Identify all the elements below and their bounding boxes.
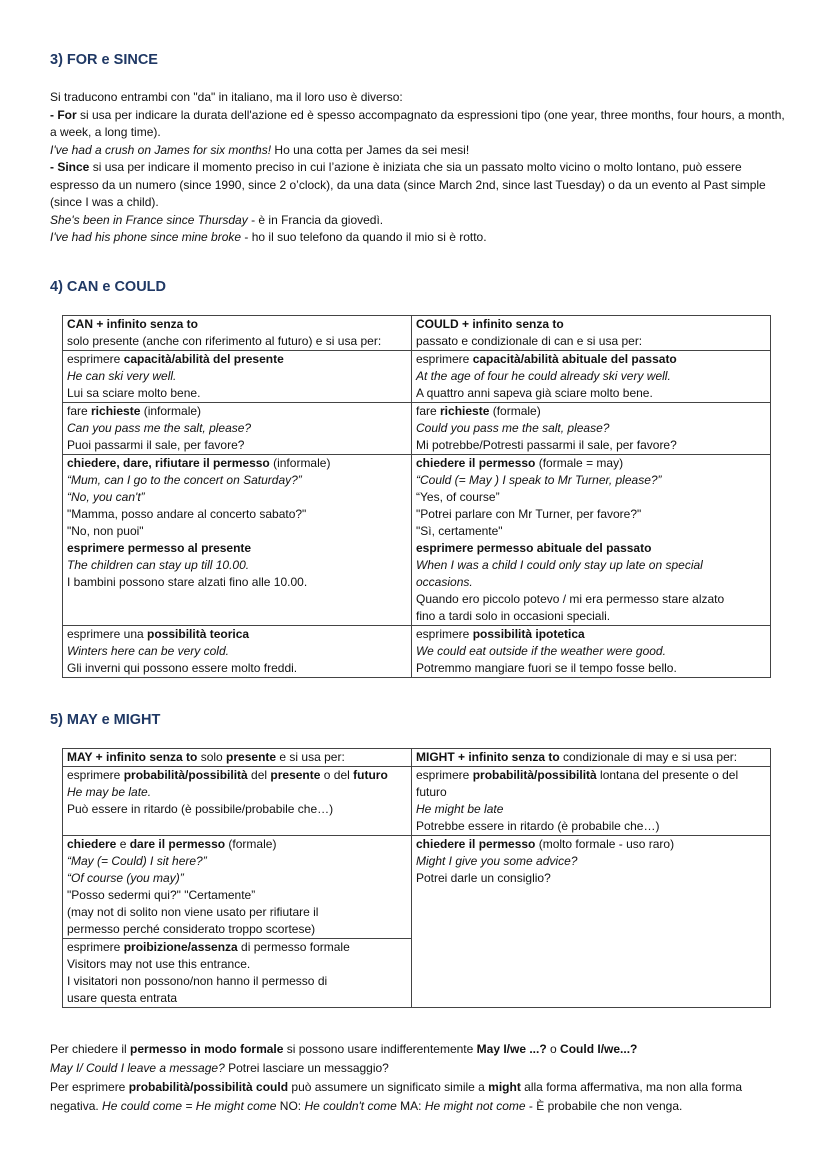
footer-notes bbox=[50, 1040, 785, 1116]
for-example: I've had a crush on James for six months! Ho una cotta per James da sei mesi! bbox=[50, 142, 470, 157]
formal-permission-line: Per chiedere il permesso in modo formale si possono usare indifferentemente May I/we ...? o Could I/we...? bbox=[50, 1042, 638, 1056]
table-row bbox=[63, 351, 771, 403]
table-row bbox=[63, 316, 771, 351]
may-permission-cell: chiedere e dare il permesso (formale) “May (= Could) I sit here?” “Of course (you may)” "Posso sedermi qui?" "Certamente” (may not di solito non viene usato per rifiutare il permesso perché considerato troppo scortese) bbox=[63, 836, 412, 939]
table-row bbox=[63, 403, 771, 455]
intro-line: Si traducono entrambi con "da" in italiano, ma il loro uso è diverso: bbox=[50, 90, 403, 104]
table-row bbox=[63, 836, 771, 939]
may-might-table bbox=[62, 748, 771, 1008]
message-example-line: May I/ Could I leave a message? Potrei lasciare un messaggio? bbox=[50, 1061, 389, 1075]
since-paragraph: - Since si usa per indicare il momento preciso in cui l’azione è iniziata che sia un passato molto vicino o molto lontano, può essere espresso da un numero (since 1990, since 2 o’clock), da una data (since March 2nd, since last Tuesday) o da un evento al Past simple (since I was a child). bbox=[50, 160, 766, 209]
section-3-title: 3) FOR e SINCE bbox=[50, 52, 158, 68]
can-possibility-cell: esprimere una possibilità teorica Winters here can be very cold. Gli inverni qui possono essere molto freddi. bbox=[63, 626, 412, 678]
could-request-cell: fare richieste (formale) Could you pass me the salt, please? Mi potrebbe/Potresti passarmi il sale, per favore? bbox=[412, 403, 771, 455]
for-paragraph: - For si usa per indicare la durata dell'azione ed è spesso accompagnato da espressioni tipo (one year, three months, four hours, a month, a week, a long time). bbox=[50, 107, 785, 139]
could-ability-cell: esprimere capacità/abilità abituale del passato At the age of four he could already ski very well. A quattro anni sapeva già sciare molto bene. bbox=[412, 351, 771, 403]
may-probability-cell: esprimere probabilità/possibilità del presente o del futuro He may be late. Può essere in ritardo (è possibile/probabile che…) bbox=[63, 767, 412, 836]
could-permission-cell: chiedere il permesso (formale = may) “Could (= May ) I speak to Mr Turner, please?” “Yes, of course” "Potrei parlare con Mr Turner, per favore?" "Sì, certamente" esprimere permesso abituale del passato When I was a child I could only stay up late on special occasions. Quando ero piccolo potevo / mi era permesso stare alzato fino a tardi solo in occasioni speciali. bbox=[412, 455, 771, 626]
can-could-table bbox=[62, 315, 771, 678]
section-3-body bbox=[50, 89, 785, 247]
might-probability-cell: esprimere probabilità/possibilità lontana del presente o del futuro He might be late Potrebbe essere in ritardo (è probabile che…) bbox=[412, 767, 771, 836]
can-header-cell: CAN + infinito senza to solo presente (anche con riferimento al futuro) e si usa per: bbox=[63, 316, 412, 351]
might-permission-cell: chiedere il permesso (molto formale - uso raro) Might I give you some advice? Potrei darle un consiglio? bbox=[412, 836, 771, 1008]
could-possibility-cell: esprimere possibilità ipotetica We could eat outside if the weather were good. Potremmo mangiare fuori se il tempo fosse bello. bbox=[412, 626, 771, 678]
table-row bbox=[63, 767, 771, 836]
could-might-note: Per esprimere probabilità/possibilità could può assumere un significato simile a might alla forma affermativa, ma non alla forma negativa. He could come = He might come NO: He couldn't come MA: He might not come - È probabile che non venga. bbox=[50, 1080, 743, 1113]
table-row bbox=[63, 455, 771, 626]
might-header-cell: MIGHT + infinito senza to condizionale di may e si usa per: bbox=[412, 749, 771, 767]
section-4-title: 4) CAN e COULD bbox=[50, 279, 167, 295]
table-row bbox=[63, 749, 771, 767]
section-5-title: 5) MAY e MIGHT bbox=[50, 712, 161, 728]
can-request-cell: fare richieste (informale) Can you pass me the salt, please? Puoi passarmi il sale, per favore? bbox=[63, 403, 412, 455]
table-row bbox=[63, 626, 771, 678]
may-header-cell: MAY + infinito senza to solo presente e si usa per: bbox=[63, 749, 412, 767]
can-ability-cell: esprimere capacità/abilità del presente He can ski very well. Lui sa sciare molto bene. bbox=[63, 351, 412, 403]
can-permission-cell: chiedere, dare, rifiutare il permesso (informale) “Mum, can I go to the concert on Saturday?” “No, you can't” "Mamma, posso andare al concerto sabato?" "No, non puoi" esprimere permesso al presente The children can stay up till 10.00. I bambini possono stare alzati fino alle 10.00. bbox=[63, 455, 412, 626]
since-example-1: She's been in France since Thursday - è in Francia da giovedì. bbox=[50, 212, 384, 227]
may-prohibition-cell: esprimere proibizione/assenza di permesso formale Visitors may not use this entrance. I visitatori non possono/non hanno il permesso di usare questa entrata bbox=[63, 939, 412, 1008]
since-example-2: I've had his phone since mine broke - ho il suo telefono da quando il mio si è rotto. bbox=[50, 230, 487, 244]
could-header-cell: COULD + infinito senza to passato e condizionale di can e si usa per: bbox=[412, 316, 771, 351]
